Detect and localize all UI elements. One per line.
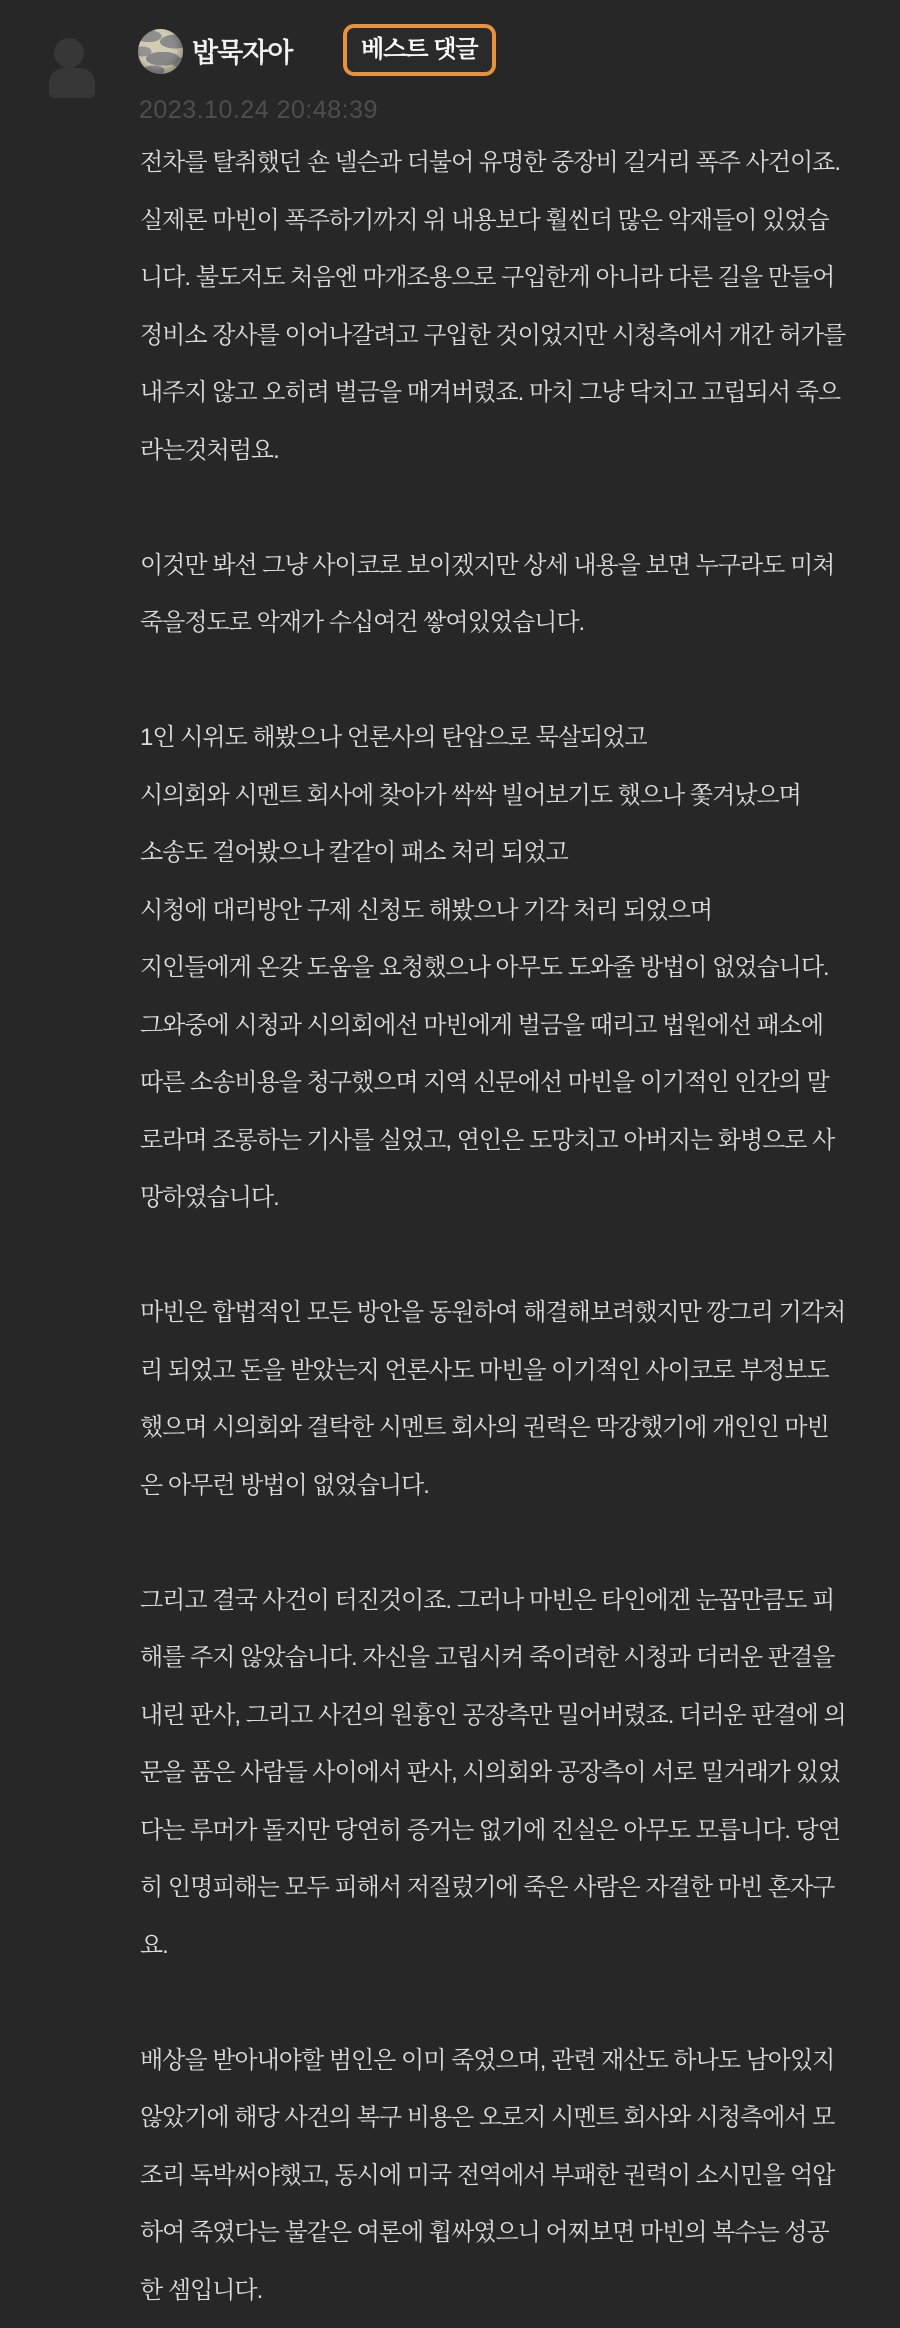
user-avatar[interactable] bbox=[138, 29, 183, 74]
comment-line: 전차를 탈취했던 숀 넬슨과 더불어 유명한 중장비 길거리 폭주 사건이죠. bbox=[140, 149, 841, 176]
comment-timestamp: 2023.10.24 20:48:39 bbox=[139, 96, 378, 124]
comment-line: 내린 판사, 그리고 사건의 원흉인 공장측만 밀어버렸죠. 더러운 판결에 의 bbox=[140, 1701, 846, 1729]
comment-line: 은 아무런 방법이 없었습니다. bbox=[140, 1471, 429, 1499]
comment-line: 1인 시위도 해봤으나 언론사의 탄압으로 묵살되었고 bbox=[140, 724, 647, 751]
comment-line: 지인들에게 온갖 도움을 요청했으나 아무도 도와줄 방법이 없었습니다. bbox=[140, 954, 829, 981]
comment-line: 마빈은 합법적인 모든 방안을 동원하여 해결해보려했지만 깡그리 기각처 bbox=[140, 1299, 846, 1326]
comment-line-blank bbox=[140, 652, 890, 710]
comment-author[interactable]: 밥묵자아 bbox=[192, 38, 293, 68]
comment-line: 따른 소송비용을 청구했으며 지역 신문에선 마빈을 이기적인 인간의 말 bbox=[140, 1069, 829, 1096]
comment-line: 문을 품은 사람들 사이에서 판사, 시의회와 공장측이 서로 밀거래가 있었 bbox=[140, 1759, 841, 1786]
comment-line-blank bbox=[140, 1227, 890, 1285]
comment-line: 하여 죽였다는 불같은 여론에 휩싸였으니 어찌보면 마빈의 복수는 성공 bbox=[140, 2219, 829, 2246]
comment-line: 리 되었고 돈을 받았는지 언론사도 마빈을 이기적인 사이코로 부정보도 bbox=[140, 1356, 829, 1384]
comment-line-blank bbox=[140, 479, 890, 537]
comment-line: 실제론 마빈이 폭주하기까지 위 내용보다 훨씬더 많은 악재들이 있었습 bbox=[140, 206, 829, 234]
comment-line: 니다. 불도저도 처음엔 마개조용으로 구입한게 아니라 다른 길을 만들어 bbox=[140, 264, 835, 291]
person-silhouette-icon bbox=[42, 14, 100, 98]
comment-line: 조리 독박써야했고, 동시에 미국 전역에서 부패한 권력이 소시민을 억압 bbox=[140, 2161, 835, 2189]
comment-line: 이것만 봐선 그냥 사이코로 보이겠지만 상세 내용을 보면 누구라도 미쳐 bbox=[140, 551, 835, 579]
comment-line: 로라며 조롱하는 기사를 실었고, 연인은 도망치고 아버지는 화병으로 사 bbox=[140, 1126, 835, 1154]
comment-line: 죽을정도로 악재가 수십여건 쌓여있었습니다. bbox=[140, 609, 585, 636]
comment-line: 요. bbox=[140, 1931, 168, 1959]
comment-line: 배상을 받아내야할 범인은 이미 죽었으며, 관련 재산도 하나도 남아있지 bbox=[140, 2046, 835, 2074]
comment-line: 정비소 장사를 이어나갈려고 구입한 것이었지만 시청측에서 개간 허가를 bbox=[140, 321, 846, 349]
comment-line: 히 인명피해는 모두 피해서 저질렀기에 죽은 사람은 자결한 마빈 혼자구 bbox=[140, 1874, 835, 1901]
comment-line: 소송도 걸어봤으나 칼같이 패소 처리 되었고 bbox=[140, 839, 568, 866]
comment-line: 않았기에 해당 사건의 복구 비용은 오로지 시멘트 회사와 시청측에서 모 bbox=[140, 2104, 835, 2131]
comment-line-blank bbox=[140, 1514, 890, 1572]
comment-line: 해를 주지 않았습니다. 자신을 고립시켜 죽이려한 시청과 더러운 판결을 bbox=[140, 1644, 835, 1671]
comment-body bbox=[140, 134, 890, 2319]
best-comment-badge: 베스트 댓글 bbox=[343, 24, 496, 76]
comment-line: 다는 루머가 돌지만 당연히 증거는 없기에 진실은 아무도 모릅니다. 당연 bbox=[140, 1816, 841, 1844]
comment-line: 했으며 시의회와 결탁한 시멘트 회사의 권력은 막강했기에 개인인 마빈 bbox=[140, 1414, 829, 1441]
comment-line: 망하였습니다. bbox=[140, 1184, 279, 1211]
comment-line: 라는것처럼요. bbox=[140, 436, 279, 464]
comment-line: 그와중에 시청과 시의회에선 마빈에게 벌금을 때리고 법원에선 패소에 bbox=[140, 1011, 824, 1039]
comment-line: 내주지 않고 오히려 벌금을 매겨버렸죠. 마치 그냥 닥치고 고립되서 죽으 bbox=[140, 379, 841, 406]
comment-line: 한 셈입니다. bbox=[140, 2276, 263, 2304]
comment-line: 시청에 대리방안 구제 신청도 해봤으나 기각 처리 되었으며 bbox=[140, 896, 713, 924]
comment-line: 그리고 결국 사건이 터진것이죠. 그러나 마빈은 타인에겐 눈꼽만큼도 피 bbox=[140, 1586, 835, 1614]
comment-line-blank bbox=[140, 1974, 890, 2032]
comment-line: 시의회와 시멘트 회사에 찾아가 싹싹 빌어보기도 했으나 쫓겨났으며 bbox=[140, 781, 801, 809]
